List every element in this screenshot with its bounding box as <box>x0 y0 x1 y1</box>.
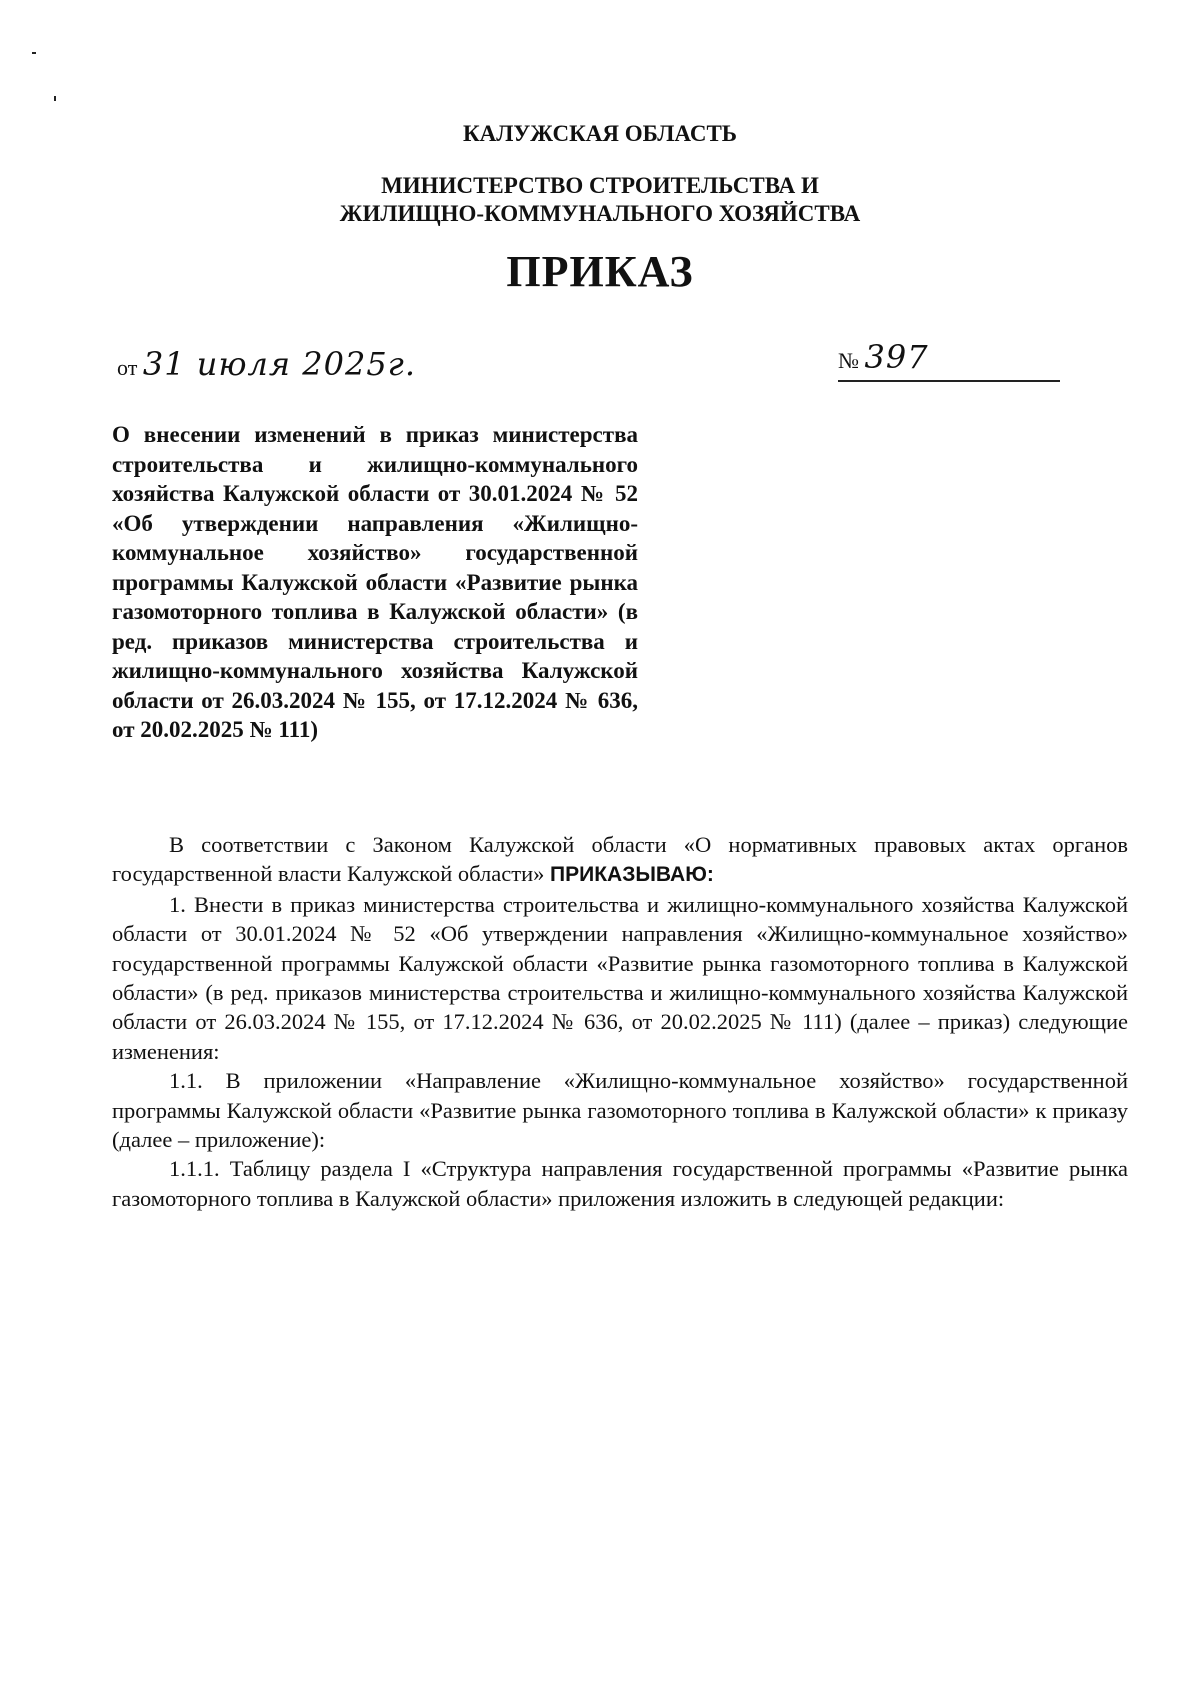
region-heading <box>0 120 1200 148</box>
scan-speck <box>32 52 36 54</box>
scan-speck <box>54 96 56 101</box>
ministry-name-line2: ЖИЛИЩНО-КОММУНАЛЬНОГО ХОЗЯЙСТВА <box>339 201 861 226</box>
document-type-title: ПРИКАЗ <box>506 247 694 296</box>
preamble-paragraph <box>112 830 1128 890</box>
number-prefix: № <box>838 348 859 373</box>
clause-1-1: 1.1. В приложении «Направление «Жилищно-коммунальное хозяйство» государственной программы Калужской области «Развитие рынка газомоторного топлива в Калужской области» к приказу (далее – приложение): <box>112 1068 1128 1153</box>
ministry-heading <box>0 172 1200 228</box>
clause-1: 1. Внести в приказ министерства строительства и жилищно-коммунального хозяйства Калужской области от 30.01.2024 № 52 «Об утверждении направления «Жилищно-коммунальное хозяйство» государственной программы Калужской области «Развитие рынка газомоторного топлива в Калужской области» (в ред. приказов министерства строительства и жилищно-коммунального хозяйства Калужской области от 26.03.2024 № 155, от 17.12.2024 № 636, от 20.02.2025 № 111) (далее – приказ) следующие изменения: <box>112 891 1128 1064</box>
order-subject: О внесении изменений в приказ министерства строительства и жилищно-коммунального хозяйства Калужской области от 30.01.2024 № 52 «Об утверждении направления «Жилищно-коммунальное хозяйство» государственной программы Калужской области «Развитие рынка газомоторного топлива в Калужской области» (в ред. приказов министерства строительства и жилищно-коммунального хозяйства Калужской области от 26.03.2024 № 155, от 17.12.2024 № 636, от 20.02.2025 № 111) <box>112 422 638 742</box>
order-directive: ПРИКАЗЫВАЮ: <box>550 863 714 887</box>
document-number <box>838 338 1060 382</box>
clause-1-1-1: 1.1.1. Таблицу раздела I «Структура направления государственной программы «Развитие рынка газомоторного топлива в Калужской области» приложения изложить в следующей редакции: <box>112 1156 1128 1211</box>
ministry-name-line1: МИНИСТЕРСТВО СТРОИТЕЛЬСТВА И <box>381 173 819 198</box>
date-prefix: от <box>117 355 138 380</box>
handwritten-date: 31 июля 2025г. <box>142 345 417 383</box>
region-name: КАЛУЖСКАЯ ОБЛАСТЬ <box>462 121 737 146</box>
handwritten-number: 397 <box>864 338 929 376</box>
document-date <box>117 345 416 383</box>
preamble-text: В соответствии с Законом Калужской области «О нормативных правовых актах органов государственной власти Калужской области» <box>112 832 1128 887</box>
order-body <box>112 830 1128 1213</box>
